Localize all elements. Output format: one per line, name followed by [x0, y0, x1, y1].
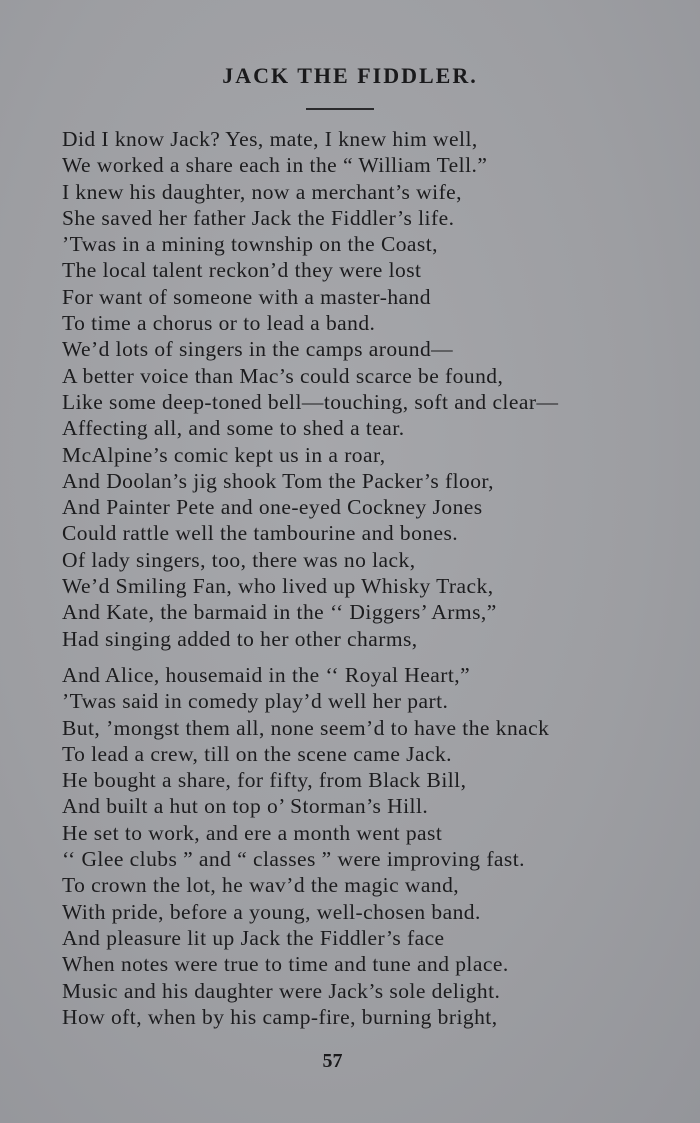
poem-line: And pleasure lit up Jack the Fiddler’s face: [62, 925, 445, 950]
poem-line: Did I know Jack? Yes, mate, I knew him well,: [62, 127, 478, 151]
poem-line: Like some deep-toned bell—touching, soft and clear—: [62, 389, 559, 414]
poem-line: He set to work, and ere a month went past: [62, 820, 443, 845]
poem-line: ’Twas in a mining township on the Coast,: [62, 232, 438, 257]
poem-line: We worked a share each in the “ William Tell.”: [62, 153, 488, 178]
poem-line: With pride, before a young, well-chosen band.: [62, 899, 481, 924]
poem-line: McAlpine’s comic kept us in a roar,: [62, 442, 386, 467]
poem-line: Had singing added to her other charms,: [62, 626, 418, 651]
poem-line: He bought a share, for fifty, from Black Bill,: [62, 768, 467, 793]
stanza-2: [62, 662, 692, 1030]
stanza-break: [62, 652, 692, 662]
poem-line: The local talent reckon’d they were lost: [62, 258, 422, 283]
poem-line: Music and his daughter were Jack’s sole delight.: [62, 978, 501, 1003]
page-number: 57: [322, 1050, 343, 1072]
poem-line: For want of someone with a master-hand: [62, 284, 431, 309]
poem-line: How oft, when by his camp-fire, burning bright,: [62, 1004, 498, 1029]
poem-line: A better voice than Mac’s could scarce be found,: [62, 363, 504, 388]
poem-line: When notes were true to time and tune and place.: [62, 952, 509, 977]
poem-title: JACK THE FIDDLER.: [222, 63, 478, 88]
poem-line: To time a chorus or to lead a band.: [62, 311, 376, 336]
poem-line: And built a hut on top o’ Storman’s Hill.: [62, 794, 429, 819]
poem-line: Affecting all, and some to shed a tear.: [62, 416, 405, 441]
poem-line: Could rattle well the tambourine and bones.: [62, 521, 459, 546]
poem-line: Of lady singers, too, there was no lack,: [62, 547, 416, 572]
poem-line: And Alice, housemaid in the ‘‘ Royal Heart,”: [62, 662, 471, 687]
poem-line: She saved her father Jack the Fiddler’s life.: [62, 205, 455, 230]
poem-line: We’d Smiling Fan, who lived up Whisky Track,: [62, 574, 494, 599]
poem-line: We’d lots of singers in the camps around—: [62, 337, 454, 362]
poem-line: But, ’mongst them all, none seem’d to have the knack: [62, 715, 550, 740]
poem-line: To crown the lot, he wav’d the magic wand,: [62, 873, 460, 898]
poem-line: ‘‘ Glee clubs ” and “ classes ” were improving fast.: [62, 847, 525, 872]
poem-line: ’Twas said in comedy play’d well her part.: [62, 689, 449, 714]
poem-line: To lead a crew, till on the scene came Jack.: [62, 741, 452, 766]
poem-line: And Kate, the barmaid in the ‘‘ Diggers’ Arms,”: [62, 600, 497, 625]
poem-line: And Doolan’s jig shook Tom the Packer’s floor,: [62, 468, 494, 493]
poem-line: I knew his daughter, now a merchant’s wife,: [62, 179, 462, 204]
stanza-1: [62, 126, 692, 652]
poem-body: [62, 126, 692, 1030]
title-rule: [306, 108, 374, 110]
poem-line: And Painter Pete and one-eyed Cockney Jones: [62, 495, 483, 520]
